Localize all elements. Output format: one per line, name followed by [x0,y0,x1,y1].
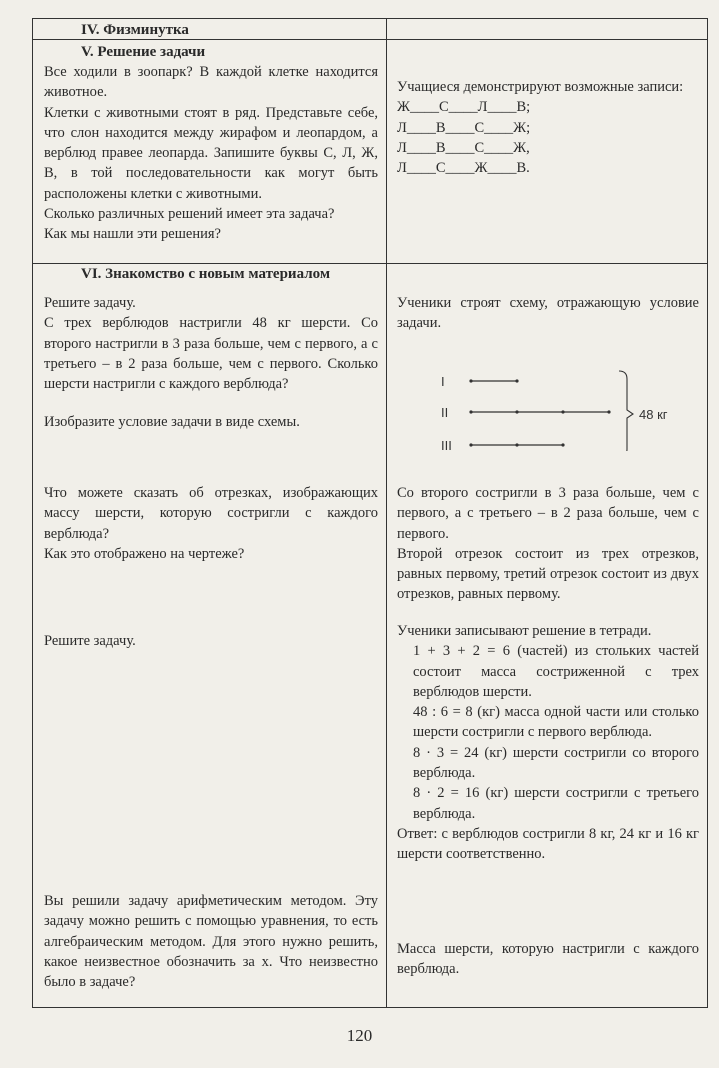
segment-tick [469,443,472,446]
segment-tick [469,379,472,382]
question-paragraph: Что можете сказать об отрезках, изображающих массу шерсти, которую состригли с каждого верблюда? [44,485,378,542]
camel-task [44,293,378,394]
segment-tick [607,410,610,413]
task-paragraph: Клетки с животными стоят в ряд. Представьте себе, что слон находится между жирафом и леопардом, а верблюд правее леопарда. Запишите буквы С, Л, Ж, В, в той последовательности как могут быть расположены клетки с животными. [44,104,378,202]
solution-answer: Ответ: с верблюдов состригли 8 кг, 24 кг и 16 кг шерсти соответственно. [397,825,699,863]
equation-question: Вы решили задачу арифметическим методом. Эту задачу можно решить с помощью уравнения, то есть алгебраическим методом. Для этого нужно решить, какое неизвестное обозначить за x. Что неизвестно было в задаче? [44,893,378,991]
task-paragraph: Все ходили в зоопарк? В каждой клетке находится животное. [44,64,378,101]
scheme-description: Ученики строят схему, отражающую условие задачи. [397,295,699,332]
answer-record: Л____В____С____Ж, [397,139,530,156]
segments-answer [397,483,699,605]
answer-record: Л____С____Ж____В. [397,160,530,177]
section-5-title: V. Решение задачи [81,44,206,60]
section-6-title: VI. Знакомство с новым материалом [81,266,331,282]
page-number: 120 [346,1026,373,1045]
lesson-table [32,18,708,1008]
section-4-title: IV. Физминутка [81,22,189,38]
segment-tick [561,443,564,446]
solution-step: 8 · 3 = 24 (кг) шерсти состригли со второго верблюда. [413,744,699,782]
solution-step: 48 : 6 = 8 (кг) масса одной части или столько шерсти состригли с первого верблюда. [413,704,699,741]
task-paragraph: Сколько различных решений имеет эта задача? [44,206,335,223]
solve-instruction: Решите задачу. [44,633,136,649]
segment-tick [561,410,564,413]
answer-record: Ж____С____Л____В; [397,99,531,116]
scheme-instruction: Изобразите условие задачи в виде схемы. [44,414,300,430]
row-label: III [441,438,452,451]
equation-answer: Масса шерсти, которую настригли с каждого верблюда. [397,941,699,978]
column-divider [386,19,387,1007]
task-paragraph: С трех верблюдов настригли 48 кг шерсти. Со второго настригли в 3 раза больше, чем с первого, а с третьего – в 2 раза больше, чем с первого. Сколько шерсти настригли с каждого верблюда? [44,315,378,393]
section-5-answers [397,77,699,178]
total-label: 48 кг [639,407,668,422]
answer-paragraph: Второй отрезок состоит из трех отрезков, равных первому, третий отрезок состоит из двух отрезков, равных первому. [397,545,699,603]
question-paragraph: Как это отображено на чертеже? [44,545,245,562]
row-label: I [441,374,445,389]
answer-record: Л____В____С____Ж; [397,119,531,136]
segment-tick [515,443,518,446]
answers-intro: Учащиеся демонстрируют возможные записи: [397,79,684,95]
row-label: II [441,405,449,420]
task-paragraph: Как мы нашли эти решения? [44,226,221,243]
task-paragraph: Решите задачу. [44,295,136,311]
segment-diagram [397,347,697,451]
total-brace [619,371,633,451]
segment-tick [515,410,518,413]
segment-tick [515,379,518,382]
solution-step: 8 · 2 = 16 (кг) шерсти состригли с третьего верблюда. [413,785,699,822]
solution-intro: Ученики записывают решение в тетради. [397,623,652,639]
section-5-task [44,62,378,245]
segment-tick [469,410,472,413]
answer-paragraph: Со второго состригли в 3 раза больше, чем с первого, а с третьего – в 2 раза больше, чем с первого. [397,485,699,542]
segments-question [44,483,378,564]
solution-step: 1 + 3 + 2 = 6 (частей) из стольких частей состоит масса состриженной с трех верблюдов шерсти. [413,643,699,700]
solution-block [397,621,699,865]
